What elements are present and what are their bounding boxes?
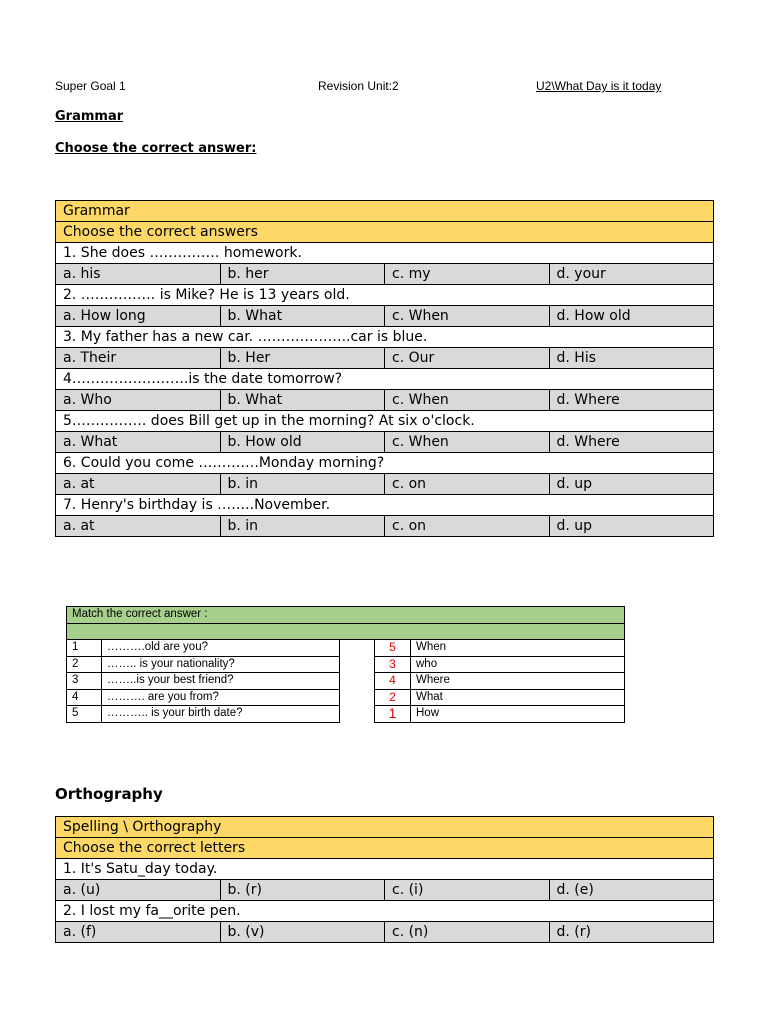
option-b[interactable]: b. her (220, 264, 385, 285)
option-b[interactable]: b. How old (220, 432, 385, 453)
option-c[interactable]: c. my (385, 264, 550, 285)
match-answer-number[interactable]: 4 (375, 673, 411, 690)
match-number: 5 (67, 706, 102, 723)
match-number: 3 (67, 673, 102, 690)
match-gap (340, 656, 375, 673)
option-b[interactable]: b. in (220, 474, 385, 495)
question-text: 2. I lost my fa__orite pen. (56, 901, 714, 922)
grammar-table-instruction: Choose the correct answers (56, 222, 714, 243)
option-a[interactable]: a. How long (56, 306, 221, 327)
match-gap (340, 689, 375, 706)
match-table-title: Match the correct answer : (67, 607, 625, 624)
option-d[interactable]: d. Where (549, 390, 714, 411)
option-d[interactable]: d. His (549, 348, 714, 369)
option-d[interactable]: d. How old (549, 306, 714, 327)
option-d[interactable]: d. (r) (549, 922, 714, 943)
question-text: 3. My father has a new car. ………………..car is blue. (56, 327, 714, 348)
option-a[interactable]: a. Their (56, 348, 221, 369)
match-gap (340, 673, 375, 690)
option-a[interactable]: a. (u) (56, 880, 221, 901)
match-answer: who (411, 656, 625, 673)
match-question: ……….. is your birth date? (102, 706, 340, 723)
option-b[interactable]: b. What (220, 306, 385, 327)
spelling-table (55, 816, 714, 943)
match-question: ………. are you from? (102, 689, 340, 706)
header-revision: Revision Unit:2 (318, 79, 399, 93)
option-d[interactable]: d. (e) (549, 880, 714, 901)
option-a[interactable]: a. What (56, 432, 221, 453)
question-text: 6. Could you come ………….Monday morning? (56, 453, 714, 474)
match-question: ……..is your best friend? (102, 673, 340, 690)
header-unit: U2\What Day is it today (536, 79, 662, 93)
match-answer: What (411, 689, 625, 706)
match-answer-number[interactable]: 5 (375, 640, 411, 657)
option-a[interactable]: a. (f) (56, 922, 221, 943)
option-a[interactable]: a. Who (56, 390, 221, 411)
match-answer: When (411, 640, 625, 657)
option-c[interactable]: c. on (385, 474, 550, 495)
option-b[interactable]: b. in (220, 516, 385, 537)
grammar-table-title: Grammar (56, 201, 714, 222)
option-a[interactable]: a. at (56, 474, 221, 495)
match-gap (340, 640, 375, 657)
option-d[interactable]: d. Where (549, 432, 714, 453)
grammar-table (55, 200, 714, 537)
match-number: 1 (67, 640, 102, 657)
option-a[interactable]: a. at (56, 516, 221, 537)
option-c[interactable]: c. Our (385, 348, 550, 369)
option-b[interactable]: b. What (220, 390, 385, 411)
match-table (66, 606, 625, 723)
option-d[interactable]: d. up (549, 474, 714, 495)
match-answer-number[interactable]: 2 (375, 689, 411, 706)
question-text: 4…………………….is the date tomorrow? (56, 369, 714, 390)
header-subject: Super Goal 1 (55, 79, 126, 93)
question-text: 1. It's Satu_day today. (56, 859, 714, 880)
question-text: 2. ……………. is Mike? He is 13 years old. (56, 285, 714, 306)
option-c[interactable]: c. When (385, 432, 550, 453)
spelling-table-instruction: Choose the correct letters (56, 838, 714, 859)
option-a[interactable]: a. his (56, 264, 221, 285)
orthography-heading: Orthography (55, 785, 163, 803)
match-answer: How (411, 706, 625, 723)
match-answer: Where (411, 673, 625, 690)
match-table-blank-row (67, 623, 625, 640)
spelling-table-title: Spelling \ Orthography (56, 817, 714, 838)
option-c[interactable]: c. (i) (385, 880, 550, 901)
match-gap (340, 706, 375, 723)
match-number: 4 (67, 689, 102, 706)
grammar-heading: Grammar (55, 109, 124, 124)
match-answer-number[interactable]: 1 (375, 706, 411, 723)
option-c[interactable]: c. When (385, 390, 550, 411)
option-d[interactable]: d. your (549, 264, 714, 285)
option-c[interactable]: c. When (385, 306, 550, 327)
question-text: 5……………. does Bill get up in the morning? At six o'clock. (56, 411, 714, 432)
match-number: 2 (67, 656, 102, 673)
option-c[interactable]: c. on (385, 516, 550, 537)
option-b[interactable]: b. (r) (220, 880, 385, 901)
match-question: …….. is your nationality? (102, 656, 340, 673)
option-b[interactable]: b. (v) (220, 922, 385, 943)
choose-heading: Choose the correct answer: (55, 141, 257, 156)
match-answer-number[interactable]: 3 (375, 656, 411, 673)
question-text: 1. She does …………… homework. (56, 243, 714, 264)
question-text: 7. Henry's birthday is ……..November. (56, 495, 714, 516)
option-b[interactable]: b. Her (220, 348, 385, 369)
option-c[interactable]: c. (n) (385, 922, 550, 943)
option-d[interactable]: d. up (549, 516, 714, 537)
match-question: ……….old are you? (102, 640, 340, 657)
